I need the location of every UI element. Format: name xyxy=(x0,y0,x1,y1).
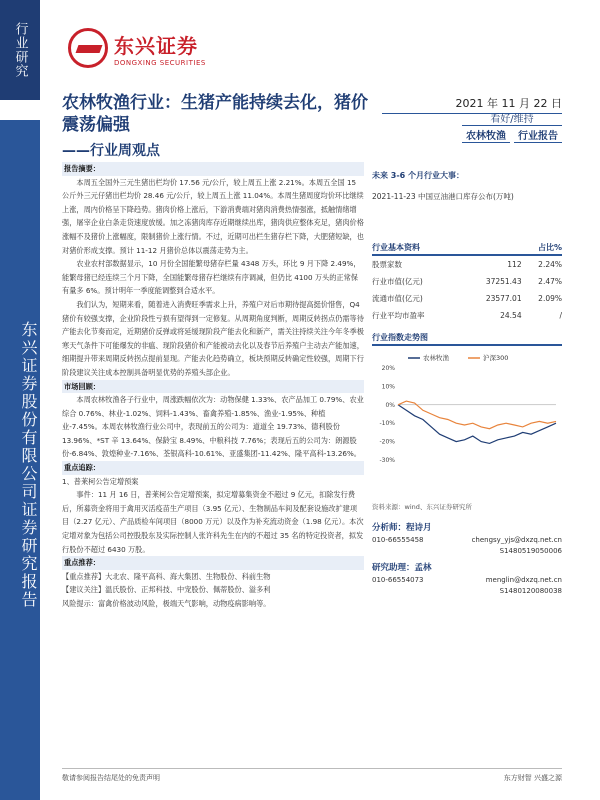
focus-item: 1、普莱柯公告定增预案 xyxy=(62,476,139,486)
sidebar xyxy=(0,0,40,800)
basic-table xyxy=(372,256,562,324)
y-tick-label: 0% xyxy=(385,401,395,409)
recommend-heading: 重点推荐： xyxy=(62,556,364,570)
market-heading: 市场回顾： xyxy=(62,380,364,394)
y-tick-label: -30% xyxy=(379,457,395,464)
assistant-email[interactable]: menglin@dxzq.net.cn xyxy=(485,576,562,584)
trend-heading: 行业指数走势图 xyxy=(372,332,562,346)
data-pct: 2.47% xyxy=(538,277,562,286)
tag-type: 行业报告 xyxy=(514,127,562,143)
table-row xyxy=(372,307,562,324)
sidebar-company: 东兴证券股份有限公司证券研究报告 xyxy=(0,120,40,800)
tag-industry: 农林牧渔 xyxy=(462,127,510,143)
analyst-tel: 010-66555458 xyxy=(372,536,424,544)
data-value: 112 xyxy=(507,260,522,269)
table-row xyxy=(372,273,562,290)
analyst-block xyxy=(372,521,562,595)
legend-label: 沪深300 xyxy=(483,354,509,362)
y-tick-label: 10% xyxy=(381,383,395,391)
data-pct: / xyxy=(559,311,562,320)
y-tick-label: -10% xyxy=(379,420,395,428)
events-heading: 未来 3-6 个月行业大事： xyxy=(372,171,465,180)
summary-paragraph: 农业农村部数据显示，10 月份全国能繁母猪存栏量 4348 万头，环比 9 月下降 2.49%，能繁母猪已经连续三个月下降，全国能繁母猪存栏继续有序调减，但仍比 4100 万头的正常保有量多 6%。预计明年一季度能调整到合适水平。 xyxy=(62,259,361,296)
table-row xyxy=(372,256,562,273)
recommend-item: 【重点推荐】大北农、隆平高科、海大集团、生物股份、科前生物 xyxy=(62,571,271,581)
logo-cn: 东兴证券 xyxy=(114,33,198,58)
chart-source: 资料来源：wind、东兴证券研究所 xyxy=(372,503,472,511)
analyst-cert: S1480519050006 xyxy=(499,547,562,555)
logo-en: DONGXING SECURITIES xyxy=(114,58,206,67)
data-pct: 2.24% xyxy=(538,260,562,269)
risk-note: 风险提示：富禽价格波动风险，极端天气影响，动物疫病影响等。 xyxy=(62,599,271,608)
summary-paragraph: 我们认为，短期来看，随着进入消费旺季需求上升，养殖户对后市期待提高挺价惜售，Q4 猪价有较强支撑，企业阶段性亏损有望得到一定修复。从周期角度判断，周期反转拐点仍需等待产能去化节奏而定，近期猪价反弹或将延缓现阶段产能去化和新产，需关注持续关注今年冬季极寒天气条件下可能爆发的非瘟、现阶段猪价和产能被动去化以及春节后养殖户主动去产能加速，细期提升带来周期反转拐点提前显现。产能去化趋势确立，板块预期反转确定性较强，周期下行阶段建议关注成本控制具备明显优势的养殖头部企业。 xyxy=(62,299,364,377)
summary-paragraph: 本周五全国外三元生猪出栏均价 17.56 元/公斤，较上周五上涨 2.21%。本周五全国 15 公斤外三元仔猪出栏均价 28.46 元/公斤，较上周五上涨 11.04%。本周生猪周度均价环比继续上涨，周内价格呈下降趋势。猪肉价格上涨后，下游消费端对猪肉消费热情强涨，抵触情绪增强，屠宰企业白条走货速度放缓。加之冻猪肉库存近期继续出库，猪肉供应整体充足，猪肉价格涨幅不及猪价上涨幅度，限制猪价上涨行情。不过，近期可出栏生猪存栏下降，大肥猪短缺，也对猪价形成支撑。预计 11-12 月猪价总体以震荡走势为主。 xyxy=(62,177,364,255)
logo xyxy=(68,28,206,68)
right-column xyxy=(372,170,562,595)
data-label: 行业市值(亿元) xyxy=(372,277,423,286)
assistant-tel: 010-66554073 xyxy=(372,576,424,584)
sidebar-category: 行业研究 xyxy=(0,0,40,100)
analyst-name: 分析师：程诗月 xyxy=(372,523,432,533)
focus-paragraph: 事件：11 月 16 日，普莱柯公告定增预案，拟定增募集资金不超过 9 亿元，扣除发行费后，所募资金将用于禽用灭活疫苗生产项目（3.95 亿元）、生物制品车间及配套设施改扩建项目（2.27 亿元）、产品质检车间项目（8000 万元）以及作为补充流动资金（1.98 亿元）。本次定增对象为包括公司控股股东及实际控制人张许科先生在内的不超过 35 名的特定投资者，拟发行股份不超过 6430 万股。 xyxy=(62,490,364,554)
data-value: 24.54 xyxy=(500,311,522,320)
report-date: 2021 年 11 月 22 日 xyxy=(382,95,562,114)
recommend-item: 【建议关注】温氏股份、正邦科技、中宠股份、佩蒂股份、溢多利 xyxy=(62,585,271,595)
report-title: 农林牧渔行业：生猪产能持续去化，猪价震荡偏强 xyxy=(62,93,368,135)
table-row xyxy=(372,290,562,307)
data-label: 流通市值(亿元) xyxy=(372,294,423,303)
footer xyxy=(62,768,562,783)
legend-label: 农林牧渔 xyxy=(423,354,449,362)
y-tick-label: 20% xyxy=(381,365,395,372)
series-line-0 xyxy=(398,405,556,444)
assistant-cert: S1480120080038 xyxy=(499,587,562,595)
market-paragraph: 本周农林牧渔各子行业中，周涨跌幅依次为：动物保健 1.33%、农产品加工 0.79%、农业综合 0.76%、林业-1.02%、饲料-1.43%、畜禽养殖-1.85%、渔业-1.95%、种植业-7.45%。本周农林牧渔行业公司中，表现前五的公司为：道道全 19.73%、德利股份 13.96%、*ST 辛 13.64%、保龄宝 8.49%、中粮科技 7.76%；表现后五的公司为：朗源股份-6.84%、敦煌种业-7.16%、荃银高科-10.61%、亚盛集团-11.42%、隆平高科-13.26%。 xyxy=(62,395,364,459)
y-tick-label: -20% xyxy=(379,438,395,446)
data-label: 行业平均市盈率 xyxy=(372,311,425,320)
data-label: 股票家数 xyxy=(372,260,402,269)
disclaimer: 敬请参阅报告结尾处的免责声明 xyxy=(62,774,160,782)
summary-heading: 报告摘要： xyxy=(62,162,364,176)
focus-heading: 重点追踪： xyxy=(62,461,364,475)
main-text xyxy=(62,162,364,611)
series-line-1 xyxy=(398,401,556,429)
rating-badge: 看好/维持 xyxy=(462,110,562,126)
basic-heading: 行业基本资料 占比% xyxy=(372,242,562,256)
assistant-name: 研究助理：孟林 xyxy=(372,563,432,573)
data-value: 23577.01 xyxy=(485,294,522,303)
data-value: 37251.43 xyxy=(485,277,522,286)
data-pct: 2.09% xyxy=(538,294,562,303)
logo-icon xyxy=(68,28,108,68)
report-subtitle: ——行业周观点 xyxy=(62,143,160,159)
events-item: 2021-11-23 中国豆油港口库存公布(万吨) xyxy=(372,192,514,201)
index-chart xyxy=(372,350,562,500)
analyst-email[interactable]: chengsy_yjs@dxzq.net.cn xyxy=(471,536,562,544)
slogan: 东方财智 兴盛之源 xyxy=(503,774,562,782)
